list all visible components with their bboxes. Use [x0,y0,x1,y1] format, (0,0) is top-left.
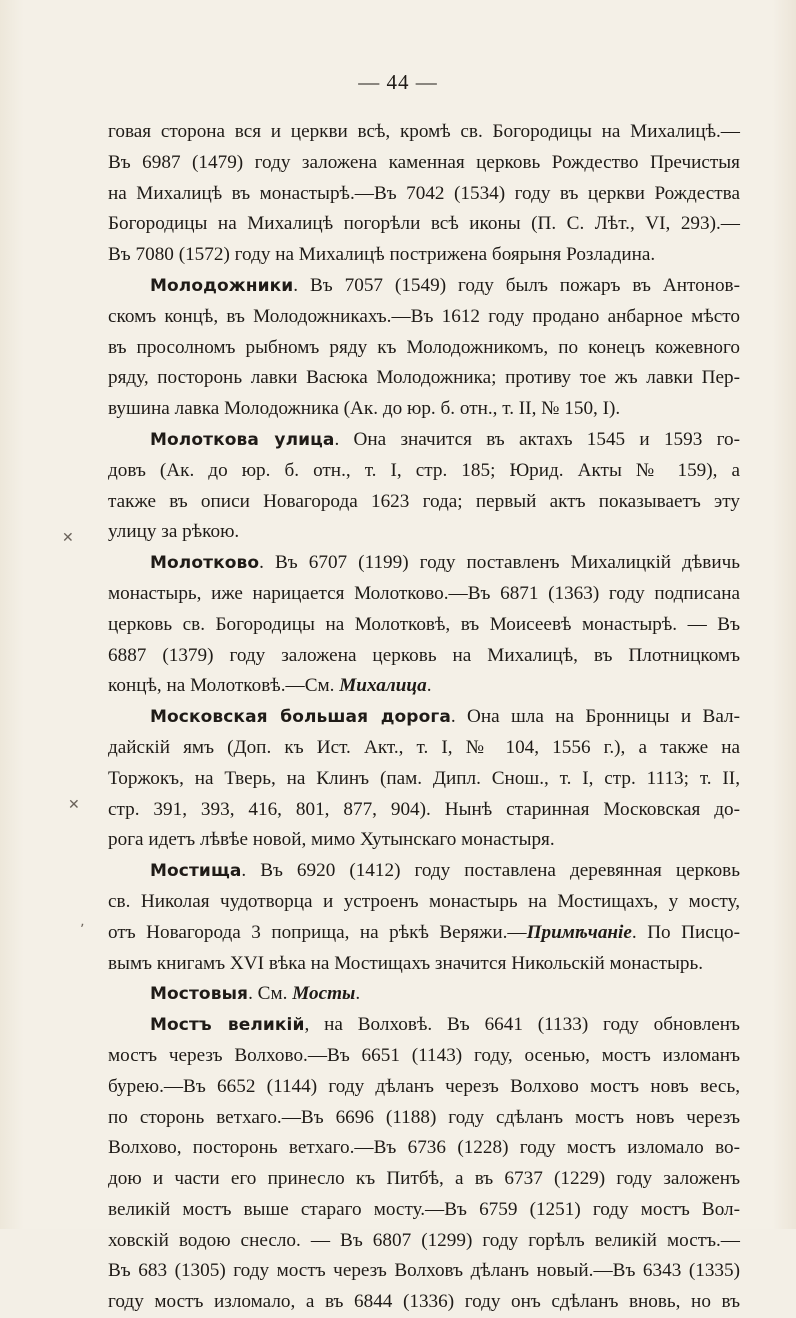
line-text: монастырь, иже нарицается Молотково.—Въ 6871 (1363) году подписана [108,582,740,604]
line-text: . Она значится въ актахъ 1545 и 1593 го- [334,428,740,450]
margin-pencil-mark: ʼ [80,922,85,938]
text-line [108,517,740,548]
entry-heading-line [108,425,740,456]
entry-heading-line [108,856,740,887]
line-text: . Въ 6920 (1412) году поставлена деревянная церковь [241,860,740,882]
entry-heading-line [108,979,740,1010]
entry-headword: Московская большая дорога [150,707,451,728]
line-text: церковь св. Богородицы на Молотковѣ, въ Моисеевѣ монастырѣ. — Въ [108,613,740,635]
text-line [108,487,740,518]
line-text: Въ 683 (1305) году мостъ черезъ Волховъ дѣланъ новый.—Въ 6343 (1335) [108,1260,740,1282]
margin-pencil-mark: ✕ [62,530,74,546]
line-text: на Михалицѣ въ монастырѣ.—Въ 7042 (1534) году въ церкви Рождества [108,182,740,204]
text-line [108,363,740,394]
text-line [108,825,740,856]
body-text [108,117,740,1318]
text-line [108,117,740,148]
line-text: году мостъ изломало, а въ 6844 (1336) году онъ сдѣланъ вновь, но въ [108,1291,740,1313]
text-line [108,394,740,425]
line-text: . Въ 7057 (1549) году былъ пожаръ въ Антонов- [293,274,740,296]
line-text: дайскій ямъ (Доп. къ Ист. Акт., т. I, № 104, 1556 г.), а также на [108,736,740,758]
text-line [108,949,740,980]
line-text: вымъ книгамъ XVI вѣка на Мостищахъ значится Никольскій монастырь. [108,952,704,974]
line-text: св. Николая чудотворца и устроенъ монастырь на Мостищахъ, у мосту, [108,890,740,912]
text-line [108,795,740,826]
line-text: отъ Новагорода 3 поприща, на рѣкѣ Веряжи.— [108,921,527,943]
line-text-after: . [355,983,361,1005]
entry-heading-line [108,702,740,733]
entry-headword: Молоткова улица [150,429,335,450]
line-text: 6887 (1379) году заложена церковь на Михалицѣ, въ Плотницкомъ [108,644,740,666]
text-line [108,179,740,210]
text-line [108,610,740,641]
text-line [108,240,740,271]
text-line [108,579,740,610]
entry-headword: Мостища [150,861,242,882]
line-text: улицу за рѣкою. [108,521,240,543]
cross-reference: Примѣчаніе [526,921,632,943]
line-text: стр. 391, 393, 416, 801, 877, 904). Нынѣ старинная Московская до- [108,798,740,820]
line-text: довъ (Ак. до юр. б. отн., т. I, стр. 185; Юрид. Акты № 159), а [108,459,740,481]
page-number: — 44 — [358,70,438,94]
text-line [108,764,740,795]
line-text: также въ описи Новагорода 1623 года; первый актъ показываетъ эту [108,490,740,512]
text-line [108,1256,740,1287]
line-text: Въ 6987 (1479) году заложена каменная церковь Рождество Пречистыя [108,151,740,173]
entry-headword: Мостъ великій [150,1015,305,1036]
text-line [108,887,740,918]
text-line [108,1072,740,1103]
text-line [108,1164,740,1195]
text-line [108,641,740,672]
entry-heading-line [108,548,740,579]
line-text: ховскій водою снесло. — Въ 6807 (1299) году горѣлъ великій мостъ.— [108,1229,740,1251]
text-line [108,302,740,333]
line-text: по сторонь ветхаго.—Въ 6696 (1188) году сдѣланъ мостъ новъ черезъ [108,1106,740,1128]
line-text: говая сторона вся и церкви всѣ, кромѣ св. Богородицы на Михалицѣ.— [108,121,740,142]
margin-pencil-mark: ✕ [68,797,80,813]
line-text: . Въ 6707 (1199) году поставленъ Михалицкій дѣвичь [259,552,740,574]
line-text: ряду, посторонь лавки Васюка Молодожника; противу тое жъ лавки Пер- [108,367,740,389]
line-text: рога идетъ лѣвѣе новой, мимо Хутынскаго монастыря. [108,829,555,851]
entry-heading-line [108,271,740,302]
line-text: концѣ, на Молотковѣ.—См. [108,675,340,697]
text-line [108,671,740,702]
line-text: великій мостъ выше стараго мосту.—Въ 6759 (1251) году мостъ Вол- [108,1198,740,1220]
line-text: скомъ концѣ, въ Молодожникахъ.—Въ 1612 году продано анбарное мѣсто [108,305,740,327]
text-line [108,1226,740,1257]
line-text: Торжокъ, на Тверь, на Клинъ (пам. Дипл. Снош., т. I, стр. 1113; т. II, [108,767,740,789]
text-line [108,1195,740,1226]
text-line [108,1133,740,1164]
line-text: Богородицы на Михалицѣ погорѣли всѣ иконы (П. С. Лѣт., VI, 293).— [108,213,740,235]
line-text-after: . По Писцо- [631,921,741,943]
text-line [108,918,740,949]
text-line [108,333,740,364]
text-line [108,1287,740,1318]
cross-reference: Михалица [339,675,427,697]
line-text: . См. [248,983,293,1005]
line-text: . Она шла на Бронницы и Вал- [450,706,740,728]
line-text: мостъ черезъ Волхово.—Въ 6651 (1143) году, осенью, мостъ изломанъ [108,1044,740,1066]
text-line [108,456,740,487]
text-line [108,1041,740,1072]
line-text-after: . [426,675,432,697]
line-text: Въ 7080 (1572) году на Михалицѣ пострижена боярыня Розладина. [108,244,656,266]
line-text: въ просолномъ рыбномъ ряду къ Молодожникомъ, по конецъ кожевного [108,336,740,358]
line-text: дою и части его принесло къ Питбѣ, а въ 6737 (1229) году заложенъ [108,1168,740,1190]
entry-heading-line [108,1010,740,1041]
cross-reference: Мосты [292,983,356,1005]
text-line [108,148,740,179]
line-text: бурею.—Въ 6652 (1144) году дѣланъ черезъ Волхово мостъ новъ весь, [108,1075,740,1097]
entry-headword: Молодожники [150,275,294,296]
text-line [108,209,740,240]
line-text: вушина лавка Молодожника (Ак. до юр. б. отн., т. II, № 150, I). [108,398,621,420]
text-line [108,733,740,764]
entry-headword: Молотково [150,553,260,574]
entry-headword: Мостовыя [150,984,249,1005]
line-text: Волхово, посторонь ветхаго.—Въ 6736 (1228) году мостъ изломало во- [108,1137,740,1159]
line-text: , на Волховѣ. Въ 6641 (1133) году обновленъ [304,1014,740,1036]
text-line [108,1103,740,1134]
